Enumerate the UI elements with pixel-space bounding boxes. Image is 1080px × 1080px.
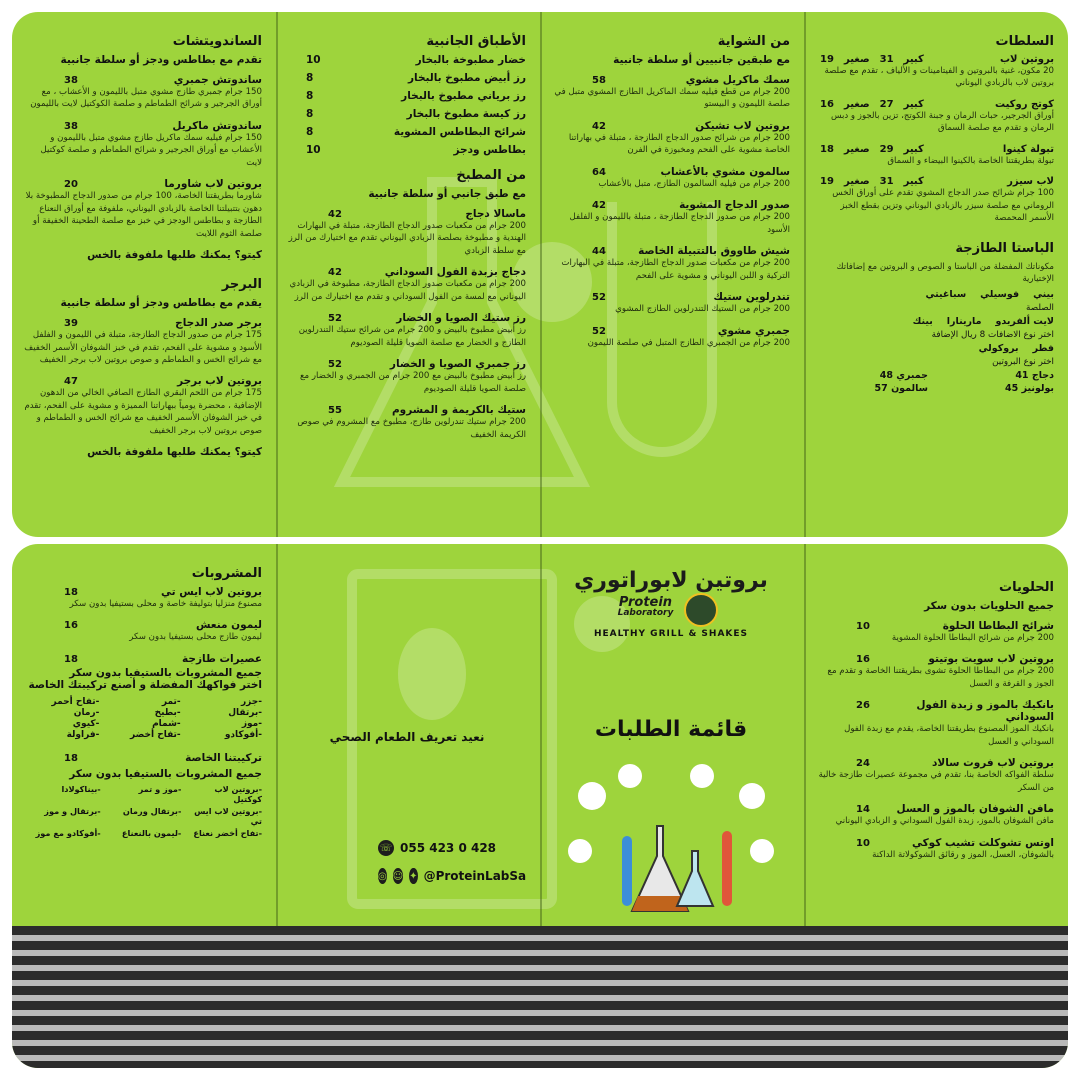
menu-item [552, 199, 790, 236]
menu-sheet-inside [12, 12, 1068, 537]
size-large: كبير [903, 143, 924, 155]
fruit-option: -تمر [161, 696, 181, 707]
protein-label: اختر نوع البروتين [992, 356, 1054, 367]
item-name: بانكيك بالموز و زبدة الفول السوداني [916, 699, 1054, 724]
pasta-title: الباستا الطازجة [955, 240, 1054, 256]
salad-item [816, 54, 1054, 90]
item-description: شاورما بطريقتنا الخاصة، 100 جرام من صدور الدجاج المطبوخة بلا دهون بتتبيلتنا الخاصة بالزبادي اليوناني، ملفوفة مع أوراق النعناع الطازجة و بطاطس الودجز في خبز مع صلصة الطحينة الخفيفة أو صلصة الثوم اللايت [25, 191, 262, 239]
item-description: 150 جرام فيليه سمك ماكريل طازج مشوي متبل بالليمون و الأعشاب مع أوراق الجرجير و شرائح الطماطم و صلصة كوكتيل لايت [40, 132, 262, 168]
item-description: بالشوفان، العسل، الموز و رقائق الشوكولاتة الداكنة [872, 849, 1054, 860]
item-description: أوراق الجرجير، حبات الرمان و جبنة الكوتج، تزين بالجوز و دبس الرمان و تقدم مع صلصة السماق [831, 110, 1054, 134]
price-large: 27 [879, 98, 894, 110]
protein-name: سالمون [891, 382, 928, 394]
item-description: 200 جرام من شرائح البطاطا الحلوة المشوية [891, 633, 1054, 643]
item-name: رز أبيض مطبوخ بالبخار [407, 72, 526, 84]
menu-item [552, 166, 790, 190]
item-name: رز كيسة مطبوخ بالبخار [406, 108, 526, 120]
size-small: صغير [844, 143, 870, 155]
item-name: سالمون مشوي بالأعشاب [660, 165, 790, 178]
item-price: 42 [592, 120, 606, 132]
item-description: 200 جرام من الستيك التندرلوين الطازج المشوي [615, 304, 790, 315]
item-description: مافن الشوفان بالموز، زبدة الفول السوداني و الزبادي اليوناني [835, 816, 1054, 827]
addon-option: بروكولي [978, 342, 1019, 354]
item-price: 55 [328, 405, 342, 417]
striped-footer [12, 926, 1068, 1068]
item-price: 24 [856, 758, 870, 770]
fruit-option: -كيوي [72, 718, 100, 729]
protein-price: 48 [879, 369, 893, 381]
pasta-description: مكوناتك المفضلة من الباستا و الصوص و البروتين مع إضافاتك الإختيارية [836, 261, 1054, 285]
price-small: 19 [820, 54, 834, 65]
item-price: 8 [306, 90, 314, 102]
item-name: شرائح البطاطس المشوية [393, 126, 526, 138]
item-price: 8 [306, 108, 314, 120]
fruit-option: -موز [241, 718, 262, 729]
item-name: رز برياني مطبوخ بالبخار [401, 90, 526, 102]
sandwiches-title: الساندويتشات [172, 34, 262, 49]
addons-label: اختر نوع الاضافات 8 ريال الإضافة [931, 329, 1054, 340]
slogan: نعيد تعريف الطعام الصحي [329, 730, 485, 744]
item-price: 10 [306, 54, 321, 66]
logo-badge-icon [684, 593, 718, 627]
item-price: 8 [306, 126, 314, 138]
combo-option: -برتقال و موز [44, 805, 101, 816]
item-description: 200 جرام من الجمبري الطازج المتبل في صلصة الليمون [587, 337, 790, 348]
salad-item [816, 144, 1054, 167]
menu-item [552, 291, 790, 315]
brand-tagline: HEALTHY GRILL & SHAKES [593, 629, 749, 639]
side-item [288, 126, 526, 138]
fruit-option: -تفاح أخضر [130, 729, 181, 740]
pasta-types [816, 289, 1054, 300]
item-name: بروتين لاب تشيكن [695, 119, 790, 132]
sandwiches-subtitle: تقدم مع بطاطس ودجز أو سلطة جانبية [60, 54, 262, 66]
sauce-option: لايت ألفريدو [995, 315, 1054, 327]
item-price: 58 [592, 75, 606, 86]
social-handle[interactable]: @ProteinLabSa [423, 869, 527, 883]
item-description: 20 مكون، غنية بالبروتين و الفيتامينات و الألياف ، تقدم مع صلصة بروتين لاب بالزبادي اليوناني [824, 66, 1054, 89]
combo-option: -برتقال ورمان [122, 805, 182, 816]
item-price: 42 [328, 209, 342, 220]
keto-note: كيتو؟ يمكنك طلبها ملفوفة بالخس [87, 446, 262, 459]
item-price: 52 [328, 359, 342, 371]
kitchen-subtitle: مع طبق جانبي أو سلطة جانبية [368, 188, 526, 200]
item-name: عصيرات طازجة [182, 652, 262, 665]
juice-subtitle: جميع المشروبات بالستيفيا بدون سكر [69, 666, 262, 679]
price-small: 16 [820, 98, 834, 110]
combo-option: -بروتين لاب ايس تي [194, 805, 262, 826]
item-name: ستيك بالكريمة و المشروم [391, 404, 526, 417]
item-description: رز أبيض مطبوخ بالبيض و 200 جرام من شرائح ستيك التندرلوين الطازج و الخضار مع صلصة الصويا قليلة الصوديوم [298, 325, 526, 348]
protein-option [816, 383, 928, 394]
fruit-option: -جزر [240, 696, 262, 707]
menu-item [24, 586, 262, 610]
logo-english [618, 596, 674, 618]
combo-option: -بيناكولادا [61, 783, 101, 794]
menu-item [816, 757, 1054, 794]
item-description: رز أبيض مطبوخ بالبيض مع 200 جرام من الجمبري و الخضار مع صلصة الصويا قليلة الصوديوم [299, 371, 526, 394]
item-name: صدور الدجاج المشوية [679, 199, 790, 212]
instagram-icon[interactable]: ◎ [378, 868, 387, 884]
protein-option [942, 383, 1054, 394]
protein-price: 41 [1015, 369, 1029, 381]
protein-options [816, 370, 1054, 394]
side-item [288, 90, 526, 102]
menu-item [816, 837, 1054, 861]
burger-title: البرجر [221, 277, 262, 293]
grill-subtitle: مع طبقين جانبيين أو سلطة جانبية [613, 54, 790, 66]
price-large: 29 [879, 143, 894, 155]
item-name: ساندوتش جمبري [173, 74, 262, 86]
logo-en-bottom: Laboratory [617, 607, 674, 618]
item-description: 200 جرام من قطع فيليه سمك الماكريل الطازج المشوي متبل في صلصة الليمون و البيستو [554, 87, 790, 110]
item-name: بروتين لاب شاورما [164, 178, 262, 191]
menu-item [552, 120, 790, 157]
item-price: 42 [328, 267, 342, 279]
salad-item [816, 99, 1054, 135]
item-price: 18 [64, 752, 78, 764]
item-price: 10 [856, 837, 870, 849]
item-name: كوتج روكيت [995, 98, 1054, 110]
size-small: صغير [844, 98, 870, 110]
combo-header [24, 752, 262, 764]
menu-item [288, 358, 526, 395]
side-item [288, 54, 526, 66]
item-price: 26 [856, 700, 870, 712]
item-price: 44 [592, 246, 606, 258]
drinks-title: المشروبات [191, 566, 262, 581]
salad-item [816, 176, 1054, 224]
combo-option: -أفوكادو مع موز [35, 827, 101, 838]
item-price: 42 [592, 200, 606, 212]
item-description: تبولة بطريقتنا الخاصة بالكينوا البيضاء و السماق [887, 155, 1054, 166]
menu-item [552, 74, 790, 111]
menu-item [288, 266, 526, 303]
menu-item [552, 325, 790, 349]
item-name: بروتين لاب [999, 54, 1054, 65]
menu-item [288, 208, 526, 257]
menu-item [816, 653, 1054, 690]
menu-sheet-outside [12, 544, 1068, 1068]
item-name: رز جمبري الصويا و الخضار [389, 358, 526, 371]
item-price: 64 [592, 166, 606, 178]
menu-item [24, 653, 262, 665]
price-small: 18 [820, 143, 834, 155]
item-name: شيش طاووق بالتتبيلة الخاصة [638, 245, 790, 258]
item-name: اوتس تشوكلت تشيب كوكي [911, 836, 1054, 849]
item-price: 14 [856, 804, 870, 816]
salads-title: السلطات [995, 34, 1054, 49]
price-large: 31 [879, 176, 894, 188]
whatsapp-icon: ☏ [378, 840, 394, 856]
item-name: بروتين لاب ايس تي [161, 586, 262, 598]
item-name: رز ستيك الصويا و الخضار [396, 312, 526, 325]
protein-name: جمبري [896, 369, 928, 381]
item-name: بروتين لاب فروت سالاد [932, 757, 1054, 770]
twitter-icon[interactable]: ✦ [409, 868, 417, 884]
fruit-option: -أفوكادو [224, 729, 262, 740]
desserts-title: الحلويات [999, 580, 1054, 595]
juice-subtitle: اختر فواكهك المفضلة و أصنع تركيبتك الخاصة [28, 678, 262, 691]
item-name: سمك ماكريل مشوي [685, 74, 790, 86]
phone-number[interactable]: 055 423 0 428 [400, 841, 497, 855]
combo-subtitle: جميع المشروبات بالستيفيا بدون سكر [69, 767, 262, 780]
item-description: ليمون طازج محلى بستيفيا بدون سكر [129, 632, 262, 643]
combo-option: -موز و تمر [138, 783, 182, 794]
item-price: 47 [64, 376, 78, 388]
logo-en-top: Protein [618, 594, 673, 610]
sides-kitchen-panel [276, 12, 540, 537]
item-price: 38 [64, 75, 78, 86]
item-name: تركيبتنا الخاصة [185, 751, 262, 764]
item-description: 200 جرام من فيليه السالمون الطازج، متبل بالأعشاب [598, 178, 790, 189]
item-price: 8 [306, 72, 314, 84]
item-description: 175 جرام من صدور الدجاج الطازجة، متبلة في الليمون و الفلفل الأسود و مشوية على الفحم، تقدم في خبز الشوفان الأسمر الخفيف مع شرائح الخس و الطماطم و صوص بروتين لاب برجر الخفيف [24, 330, 262, 365]
item-price: 16 [64, 620, 78, 632]
protein-option [942, 370, 1054, 381]
item-price: 52 [592, 292, 606, 304]
item-description: بانكيك الموز المصنوع بطريقتنا الخاصة، يقدم مع زبدة الفول السوداني و العسل [844, 724, 1054, 747]
logo-arabic: بروتين لابوراتوري [574, 568, 768, 593]
item-description: 200 جرام من البطاطا الحلوة تشوى بطريقتنا الخاصة و تقدم مع الجوز و القرفة و العسل [827, 666, 1054, 689]
lab-flasks-icon [552, 756, 792, 926]
side-item [288, 72, 526, 84]
menu-item [24, 74, 262, 111]
combo-options [24, 784, 262, 838]
item-price: 16 [856, 654, 870, 666]
item-price: 10 [306, 144, 321, 156]
size-large: كبير [903, 98, 924, 110]
protein-name: بولونيز [1021, 382, 1054, 394]
phone-row [378, 840, 526, 856]
menu-item [24, 375, 262, 437]
menu-item [552, 245, 790, 282]
sauce-options [816, 316, 1054, 327]
pasta-option: فوسيلي [980, 288, 1020, 300]
item-price: 39 [64, 318, 78, 330]
menu-title: قائمة الطلبات [594, 717, 748, 742]
item-name: خضار مطبوخة بالبخار [415, 54, 526, 66]
item-description: 200 جرام من صدور الدجاج الطازجة ، متبلة بالليمون و الفلفل الأسود [569, 212, 790, 235]
item-description: 175 جرام من اللحم البقري الطازج الصافي الخالي من الدهون الإضافية ، محضرة يومياً ببهاراتنا المميزة و مشوية على الفحم، تقدم في خبز الشوفان الأسمر الخفيف مع شرائح الخس و الطماطم و صوص بروتين لاب برجر الخفيف [24, 388, 262, 436]
sauce-option: بينك [912, 315, 933, 327]
size-large: كبير [903, 176, 924, 188]
salads-panel [804, 12, 1068, 537]
item-name: لاب سيزر [1007, 176, 1054, 188]
social-row [378, 868, 526, 884]
pasta-option: سباغيتي [925, 288, 967, 300]
sides-title: الأطباق الجانبية [426, 34, 526, 49]
combo-option: -ليمون بالنعناع [121, 827, 182, 838]
menu-item [816, 620, 1054, 644]
size-small: صغير [844, 54, 870, 65]
menu-item [816, 699, 1054, 748]
desserts-subtitle: جميع الحلويات بدون سكر [924, 600, 1054, 612]
brand-logo [552, 568, 790, 639]
item-description: 200 جرام من مكعبات صدور الدجاج الطازجة، متبلة في البهارات الهندية و مطبوخة بصلصة الزبادي اليوناني تقدم مع اختيارك من الرز مع سلطة الزبادي [288, 221, 526, 256]
size-small: صغير [844, 176, 870, 188]
size-large: كبير [903, 54, 924, 65]
menu-item [24, 178, 262, 240]
price-small: 19 [820, 176, 834, 188]
grill-panel [540, 12, 804, 537]
item-description: سلطة الفواكه الخاصة بنا، تقدم في مجموعة عصيرات طازجة خالية من السكر [818, 770, 1054, 793]
keto-note: كيتو؟ يمكنك طلبها ملفوفة بالخس [87, 249, 262, 262]
item-name: ساندوتش ماكريل [172, 119, 262, 132]
contact-info [288, 840, 526, 884]
menu-item [816, 803, 1054, 827]
item-name: تبولة كينوا [1002, 143, 1054, 155]
pasta-option: بيني [1033, 288, 1054, 300]
item-price: 38 [64, 120, 78, 132]
menu-item [288, 312, 526, 349]
protein-price: 45 [1005, 382, 1019, 394]
sandwiches-burger-panel [12, 12, 276, 537]
fruit-option: -فراولة [66, 729, 100, 740]
item-name: تندرلوين ستيك [713, 291, 790, 304]
snapchat-icon[interactable]: ☺ [393, 868, 403, 884]
item-description: مصنوع منزليا بتوليفة خاصة و محلى بستيفيا بدون سكر [69, 599, 262, 609]
item-description: 200 جرام من مكعبات صدور الدجاج الطازجة، متبلة في البهارات التركية و اللبن اليوناني و مشوية على الفحم [561, 258, 790, 281]
menu-item [288, 404, 526, 441]
item-description: 150 جرام جمبري طازج مشوي متبل بالليمون و الأعشاب ، مع أوراق الجرجير و شرائح الطماطم و صلصة الكوكتيل لايت بالليمون [30, 87, 262, 110]
burger-subtitle: يقدم مع بطاطس ودجز أو سلطة جانبية [60, 297, 262, 310]
item-price: 18 [64, 653, 78, 665]
sauce-option: مارينارا [946, 315, 982, 327]
item-description: 200 جرام ستيك تندرلوين طازج، مطبوخ مع المشروم في صوص الكريمة الخفيف [297, 417, 526, 440]
side-item [288, 108, 526, 120]
item-name: مافن الشوفان بالموز و العسل [896, 803, 1054, 816]
item-name: برجر صدر الدجاج [175, 317, 262, 330]
addon-options [816, 343, 1054, 354]
item-price: 52 [592, 325, 606, 337]
item-name: بروتين لاب برجر [177, 375, 262, 388]
price-large: 31 [879, 54, 894, 65]
item-price: 20 [64, 179, 78, 191]
sauce-label: الصلصة [1025, 302, 1054, 313]
item-name: بروتين لاب سويت بوتيتو [928, 653, 1054, 666]
item-name: ماسالا دجاج [465, 208, 526, 220]
kitchen-title: من المطبخ [456, 168, 526, 183]
menu-item [24, 120, 262, 169]
menu-item [24, 619, 262, 643]
item-description: 200 جرام من مكعبات صدور الدجاج الطازجة، مطبوخة في الزبادي اليوناني مع لمسة من الفول السوداني و تقدم مع اختيارك من الرز [289, 279, 526, 302]
item-name: شرائح البطاطا الحلوة [942, 620, 1054, 632]
grill-title: من الشواية [717, 34, 790, 49]
item-name: جمبري مشوي [717, 324, 790, 337]
item-price: 10 [856, 621, 870, 632]
fruit-option: -بطيخ [154, 707, 181, 718]
item-name: ليمون منعش [195, 619, 262, 632]
item-name: دجاج بزبدة الفول السوداني [384, 266, 526, 279]
item-name: بطاطس ودجز [453, 144, 526, 156]
protein-name: دجاج [1031, 369, 1054, 381]
item-price: 18 [64, 587, 78, 598]
side-item [288, 144, 526, 156]
combo-option: -تفاح أخضر نعناع [193, 827, 262, 838]
fruit-options [24, 697, 262, 740]
combo-option: -بروتين لاب كوكتيل [214, 783, 262, 804]
fruit-option: -شمام [152, 718, 181, 729]
fruit-option: -رمان [73, 707, 100, 718]
item-description: 100 جرام شرائح صدر الدجاج المشوي تقدم على أوراق الخس الروماني مع صلصة سيزر بالزبادي اليوناني وتزين بقطع الخبز الأسمر المحمصة [832, 188, 1054, 224]
fruit-option: -برتقال [228, 707, 262, 718]
protein-option [816, 370, 928, 381]
item-description: 200 جرام من شرائح صدور الدجاج الطازجة ، متبلة في بهاراتنا الخاصة مشوية على الفحم ومخبوزة في الفرن [568, 132, 790, 156]
item-price: 52 [328, 313, 342, 325]
addon-option: فطر [1032, 342, 1054, 354]
fruit-option: -تفاح أحمر [51, 696, 100, 707]
protein-price: 57 [874, 382, 888, 394]
menu-item [24, 317, 262, 366]
